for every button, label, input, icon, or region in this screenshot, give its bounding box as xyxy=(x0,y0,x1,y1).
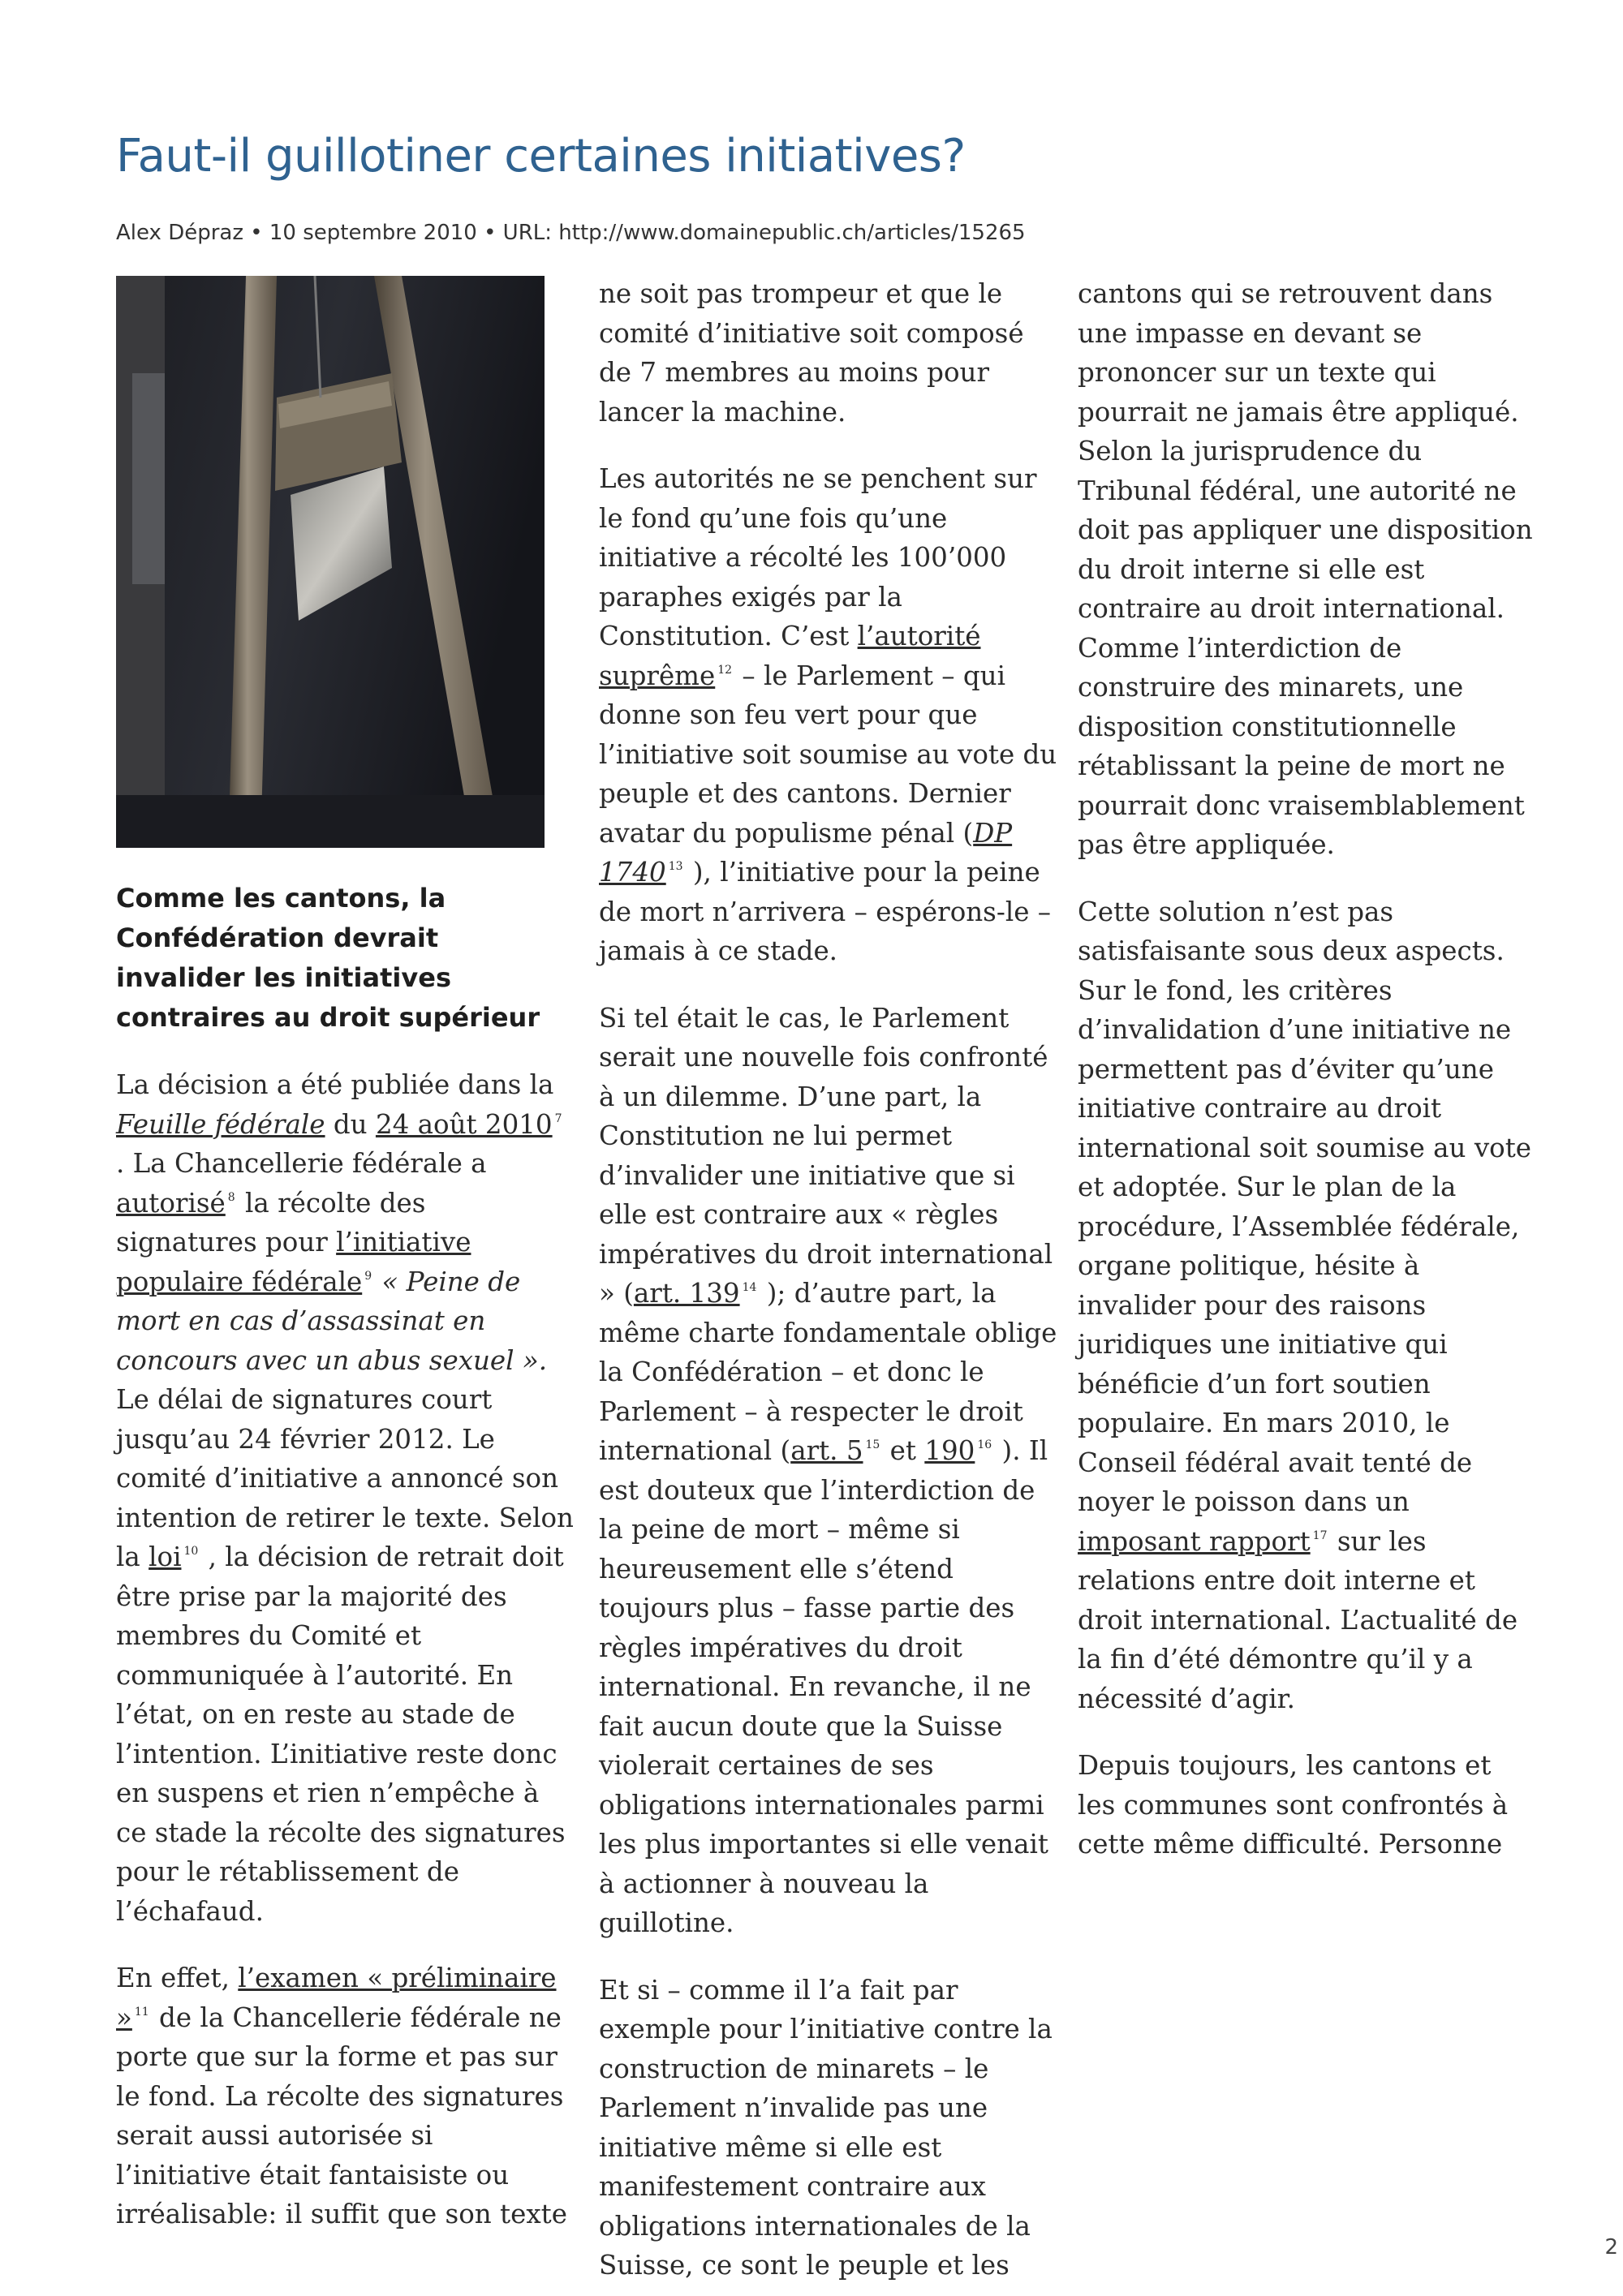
paragraph-2-continued xyxy=(599,274,1057,432)
footnote-13: 13 xyxy=(668,860,683,873)
text-run: En effet, xyxy=(116,1963,239,1993)
page-number: 2 xyxy=(1604,2235,1618,2259)
link-art-139[interactable]: art. 139 xyxy=(633,1278,740,1309)
link-24-aout-2010[interactable]: 24 août 2010 xyxy=(375,1108,553,1140)
text-run: ne soit pas trompeur et que le comité d’initiative soit composé de 7 membres au moins pour lancer la machine. xyxy=(599,278,1024,428)
text-run: et xyxy=(881,1435,925,1466)
paragraph-2 xyxy=(116,1958,575,2234)
footnote-15: 15 xyxy=(865,1438,880,1451)
text-run: du xyxy=(325,1108,376,1140)
footnote-12: 12 xyxy=(717,663,733,677)
link-autorite-supreme[interactable]: l’autorité suprême xyxy=(599,621,981,691)
column-2-flow xyxy=(599,274,1057,2285)
initiative-name: « Peine de mort en cas d’assassinat en concours avec un abus sexuel ». xyxy=(116,1266,548,1376)
paragraph-4 xyxy=(599,999,1057,1943)
text-run: – le Parlement – qui donne son feu vert pour que l’initiative soit soumise au vote du peuple et des cantons. Dernier avatar du populisme pénal ( xyxy=(599,660,1057,849)
text-run: la récolte des signatures pour xyxy=(116,1187,426,1258)
text-run: Depuis toujours, les cantons et les communes sont confrontés à cette même difficulté. Personne xyxy=(1078,1750,1509,1860)
paragraph-6 xyxy=(1078,892,1536,1719)
paragraph-5 xyxy=(1078,274,1536,865)
link-dp-1740[interactable]: DP 1740 xyxy=(599,817,1013,888)
footnote-14: 14 xyxy=(742,1281,757,1294)
text-run: ). Il est douteux que l’interdiction de la peine de mort – même si heureusement elle s’étend toujours plus – fasse partie des règles impératives du droit international. En revanche, il ne fait aucun doute que la Suisse violerait certaines de ses obligations internationales parmi les plus importantes si elle venait à actionner à nouveau la guillotine. xyxy=(599,1435,1048,1938)
text-run: Si tel était le cas, le Parlement serait une nouvelle fois confronté à un dilemme. D’une part, la Constitution ne lui permet d’invalider une initiative que si elle est contraire aux « règles impératives du droit international » ( xyxy=(599,1002,1053,1309)
text-run: Les autorités ne se penchent sur le fond qu’une fois qu’une initiative a récolté les 100’000 paraphes exigés par la Constitution. C’est xyxy=(599,463,1037,651)
text-run: , la décision de retrait doit être prise par la majorité des membres du Comité et communiquée à l’autorité. En l’état, on en reste au stade de l’intention. L’initiative reste donc en suspens et rien n’empêche à ce stade la récolte des signatures pour le rétablissement de l’échafaud. xyxy=(116,1541,566,1927)
column-2 xyxy=(599,274,1057,2285)
text-run: cantons qui se retrouvent dans une impasse en devant se prononcer sur un texte qui pourrait ne jamais être appliqué. Selon la jurisprudence du Tribunal fédéral, une autorité ne doit pas appliquer une disposition du droit interne si elle est contraire au droit international. Comme l’interdiction de construire des minarets, une disposition constitutionnelle rétablissant la peine de mort ne pourrait donc vraisemblablement pas être appliquée. xyxy=(1078,278,1533,860)
text-run: Cette solution n’est pas satisfaisante sous deux aspects. Sur le fond, les critères d’invalidation d’une initiative ne permettent pas d’éviter qu’une initiative contraire au droit international soit soumise au vote et adoptée. Sur le plan de la procédure, l’Assemblée fédérale, organe politique, hésite à invalider pour des raisons juridiques une initiative qui bénéficie d’un fort soutien populaire. En mars 2010, le Conseil fédéral avait tenté de noyer le poisson dans un xyxy=(1078,896,1532,1517)
footnote-10: 10 xyxy=(183,1545,199,1558)
paragraph-7 xyxy=(1078,1746,1536,1864)
text-run: de la Chancellerie fédérale ne porte que sur la forme et pas sur le fond. La récolte des signatures serait aussi autorisée si l’initiative était fantaisiste ou irréalisable: il suffit que son texte xyxy=(116,2001,567,2229)
link-imposant-rapport[interactable]: imposant rapport xyxy=(1078,1525,1311,1557)
text-run: . La Chancellerie fédérale a xyxy=(116,1148,487,1179)
link-feuille-federale[interactable]: Feuille fédérale xyxy=(116,1108,325,1140)
guillotine-photo xyxy=(116,276,545,848)
link-art-190[interactable]: 190 xyxy=(924,1435,975,1466)
column-3-flow xyxy=(1078,274,1536,1864)
footnote-9: 9 xyxy=(364,1269,372,1283)
link-examen-preliminaire[interactable]: l’examen « préliminaire » xyxy=(116,1963,557,2033)
link-initiative-populaire[interactable]: l’initiative populaire fédérale xyxy=(116,1227,471,1297)
article-byline: Alex Dépraz • 10 septembre 2010 • URL: http://www.domainepublic.ch/articles/15265 xyxy=(116,221,1026,245)
footnote-11: 11 xyxy=(134,2005,149,2019)
link-art-5[interactable]: art. 5 xyxy=(790,1435,863,1466)
link-autorise[interactable]: autorisé xyxy=(116,1187,226,1219)
article-lead: Comme les cantons, la Confédération devrait invalider les initiatives contraires au droit supérieur xyxy=(116,883,540,1033)
footnote-7: 7 xyxy=(554,1111,562,1125)
text-run: Et si – comme il l’a fait par exemple pour l’initiative contre la construction de minarets – le Parlement n’invalide pas une initiative même si elle est manifestement contraire aux obligations internationales de la Suisse, ce sont le peuple et les xyxy=(599,1974,1053,2281)
text-run: sur les relations entre doit interne et droit international. L’actualité de la fin d’été démontre qu’il y a nécessité d’agir. xyxy=(1078,1525,1518,1714)
column-3 xyxy=(1078,274,1536,1892)
text-run: Le délai de signatures court jusqu’au 24 février 2012. Le comité d’initiative a annoncé son intention de retirer le texte. Selon la xyxy=(116,1384,574,1572)
paragraph-5-start xyxy=(599,1971,1057,2285)
footnote-17: 17 xyxy=(1312,1529,1328,1542)
article-title: Faut-il guillotiner certaines initiatives? xyxy=(116,130,966,183)
paragraph-1 xyxy=(116,1065,575,1931)
column-1 xyxy=(116,276,575,2262)
text-run: ), l’initiative pour la peine de mort n’arrivera – espérons-le – jamais à ce stade. xyxy=(599,857,1052,966)
text-run: La décision a été publiée dans la xyxy=(116,1069,554,1100)
link-loi[interactable]: loi xyxy=(149,1541,182,1572)
footnote-16: 16 xyxy=(977,1438,992,1451)
text-run: ); d’autre part, la même charte fondamentale oblige la Confédération – et donc le Parlement – à respecter le droit international ( xyxy=(599,1278,1057,1466)
paragraph-3 xyxy=(599,459,1057,971)
footnote-8: 8 xyxy=(227,1190,235,1204)
